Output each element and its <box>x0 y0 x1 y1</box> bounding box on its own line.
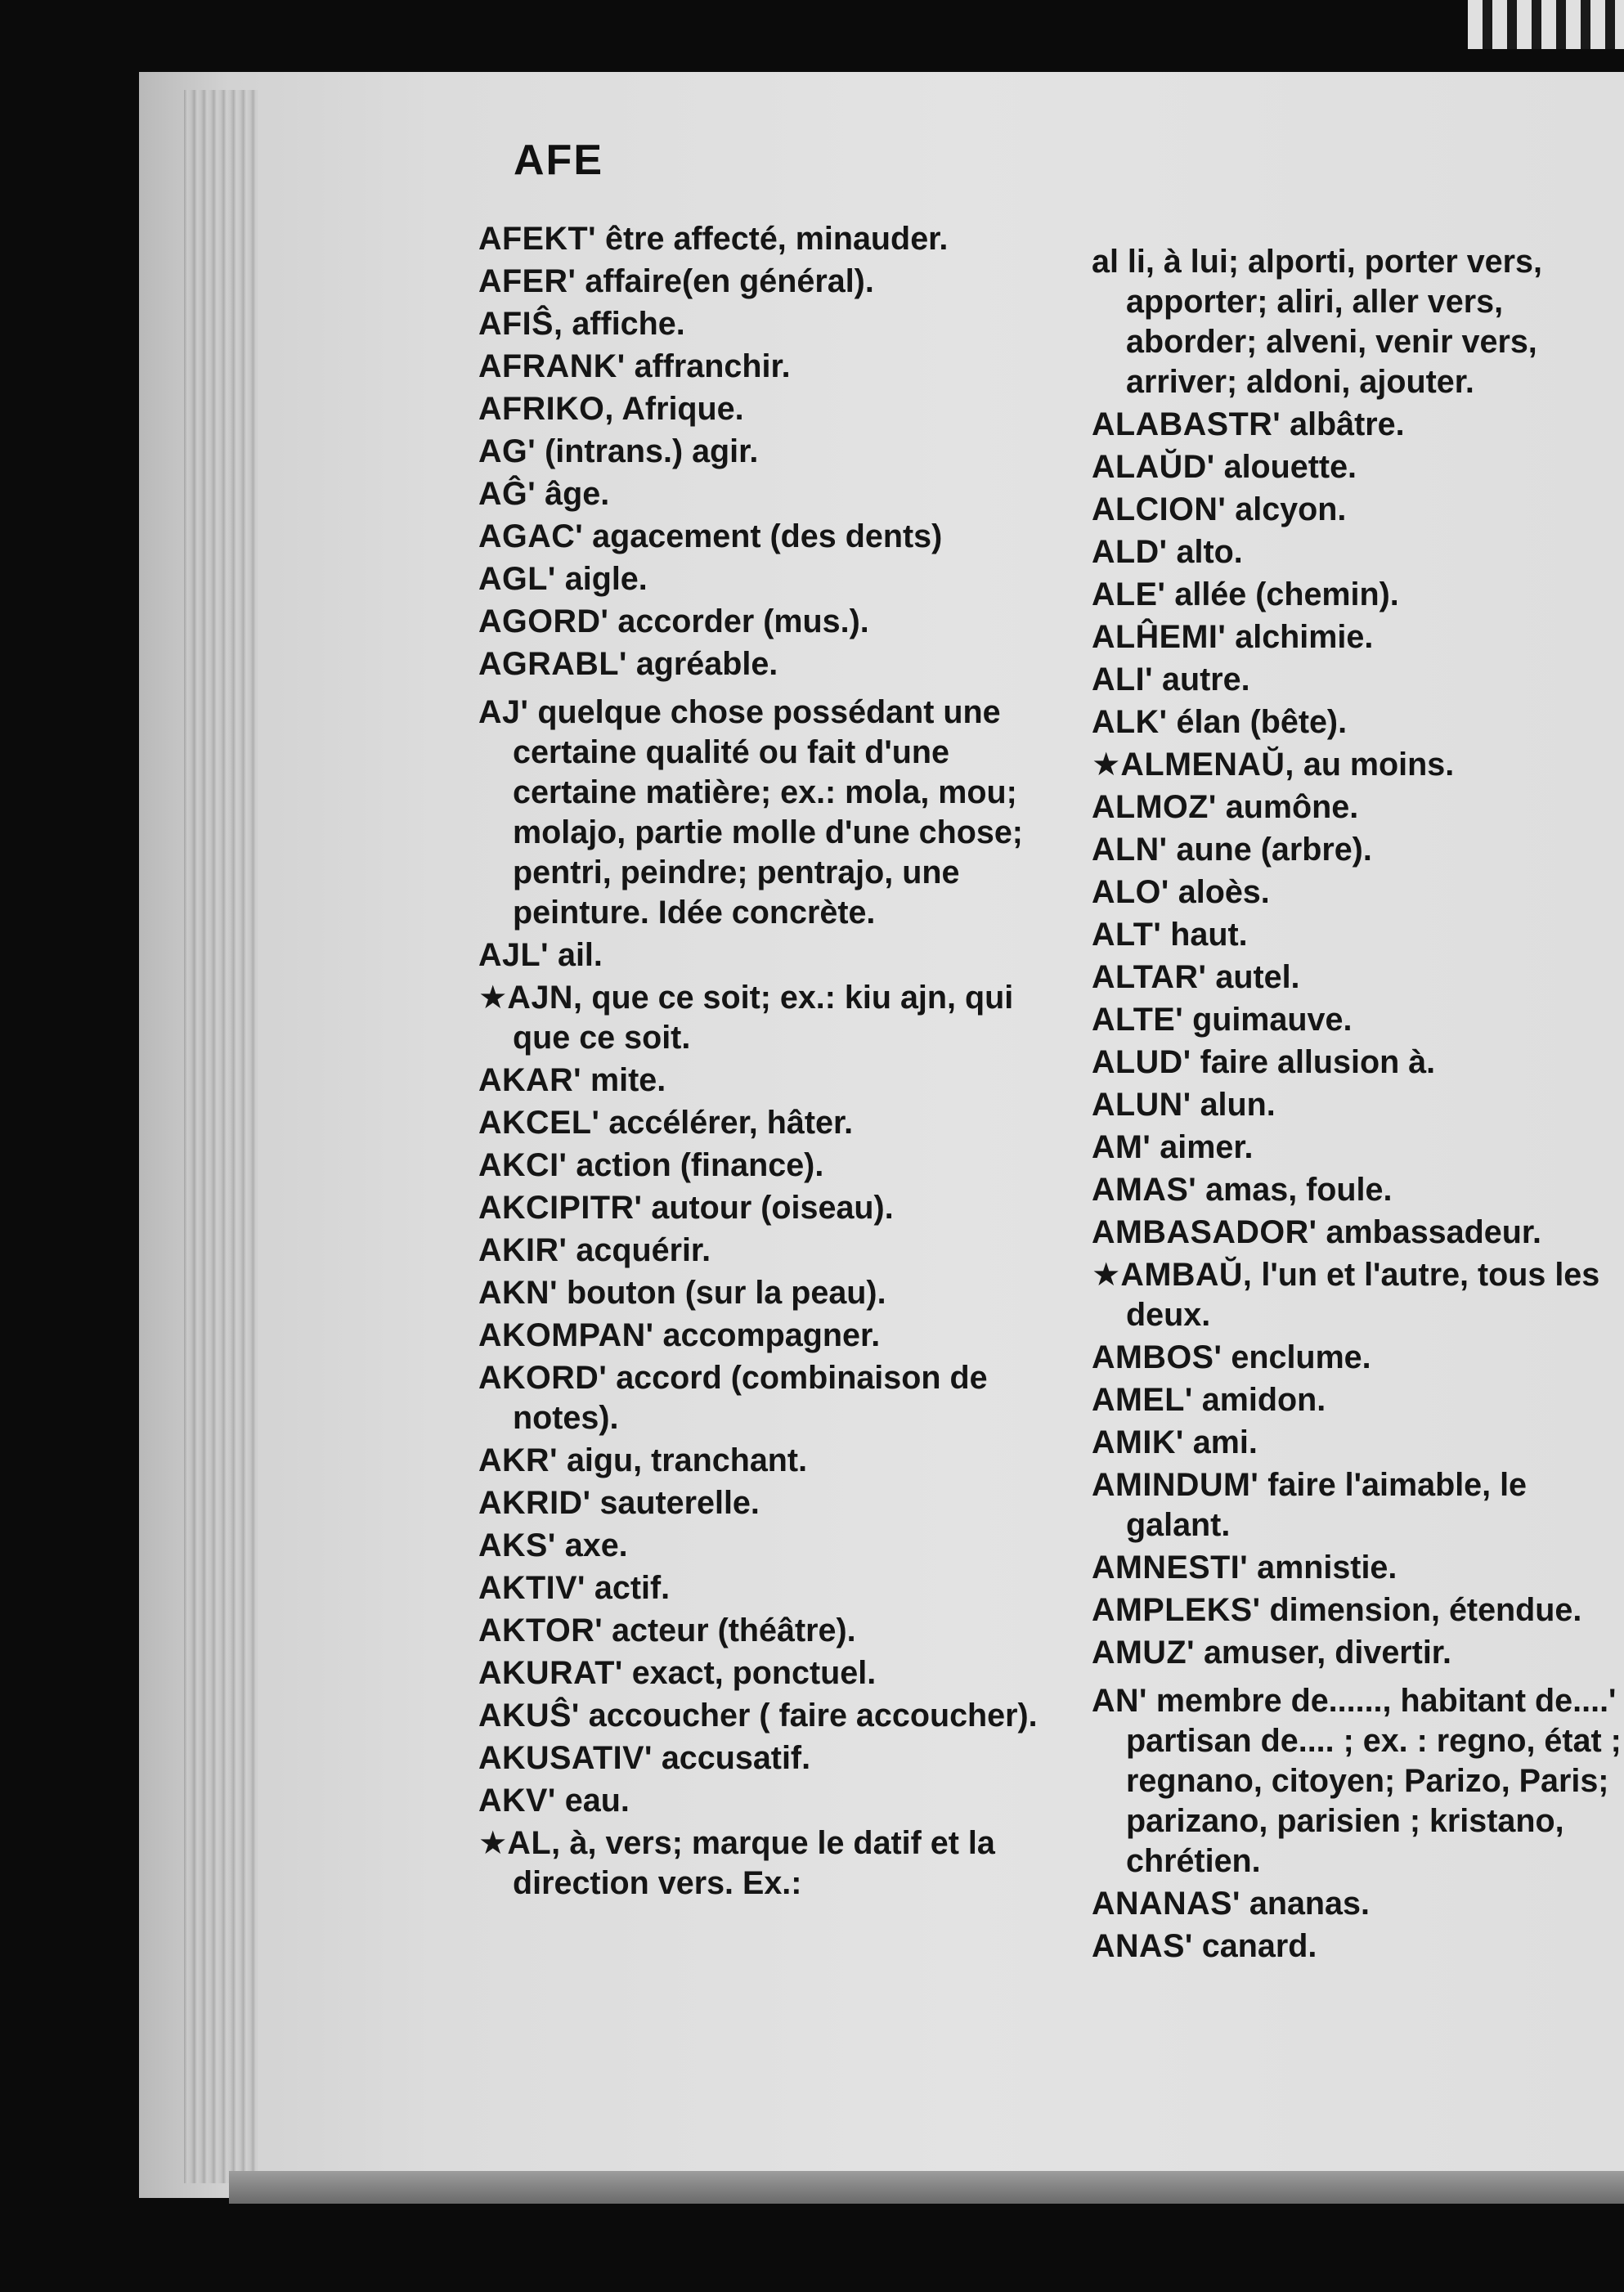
entry-definition: agréable. <box>626 646 778 682</box>
entry-headword: AKORD' <box>478 1360 608 1396</box>
dictionary-entry <box>1092 745 1623 785</box>
dictionary-entry <box>1092 405 1623 445</box>
entry-definition: accélérer, hâter. <box>599 1105 854 1141</box>
entry-headword: ALABASTR' <box>1092 406 1281 442</box>
dictionary-entry <box>478 474 1051 514</box>
dictionary-entry <box>1092 1170 1623 1210</box>
entry-definition: sauterelle. <box>590 1485 760 1521</box>
entry-definition: agacement (des dents) <box>583 518 943 554</box>
entry-definition: eau. <box>555 1783 630 1819</box>
entry-headword: AFIŜ, <box>478 306 563 342</box>
entry-definition: accord (combinaison de notes). <box>513 1360 988 1436</box>
dictionary-entry <box>1092 872 1623 913</box>
entry-definition: aigu, tranchant. <box>557 1442 808 1478</box>
entry-headword: ALUD' <box>1092 1044 1191 1080</box>
dictionary-entry <box>478 1568 1051 1608</box>
entry-headword: AJL' <box>478 937 550 973</box>
entry-headword: AKCI' <box>478 1147 568 1183</box>
entry-definition: au moins. <box>1294 747 1455 783</box>
entry-definition: aigle. <box>555 561 648 597</box>
entry-definition: mite. <box>581 1062 666 1098</box>
dictionary-entry <box>1092 702 1623 742</box>
entry-definition: accusatif. <box>652 1740 811 1776</box>
dictionary-entry <box>478 1188 1051 1228</box>
dictionary-entry <box>1092 1681 1623 1882</box>
entry-definition: ami. <box>1183 1424 1258 1460</box>
dictionary-entry <box>1092 958 1623 998</box>
entry-definition: aune (arbre). <box>1167 832 1372 868</box>
corner-film-edge <box>1468 0 1624 49</box>
entry-definition: l'un et l'autre, tous les deux. <box>1126 1257 1600 1333</box>
star-icon: ★ <box>1092 747 1121 783</box>
entry-definition: accorder (mus.). <box>608 603 869 639</box>
entry-headword: AGORD' <box>478 603 609 639</box>
entry-definition: acquérir. <box>567 1232 711 1268</box>
entry-definition: membre de......, habitant de....' partisan de.... ; ex. : regno, état ; regnano, citoyen; Parizo, Paris; parizano, parisien ; kristano, chrétien. <box>1126 1683 1622 1879</box>
dictionary-entry <box>478 1781 1051 1821</box>
entry-definition: être affecté, minauder. <box>596 221 949 257</box>
entry-headword: ALO' <box>1092 874 1169 910</box>
dictionary-entry <box>478 347 1051 387</box>
dictionary-entry <box>1092 830 1623 870</box>
entry-headword: AKRID' <box>478 1485 591 1521</box>
dictionary-entry <box>478 1526 1051 1566</box>
entry-headword: AMPLEKS' <box>1092 1592 1261 1628</box>
entry-headword: AMIK' <box>1092 1424 1184 1460</box>
page-bottom-shadow <box>229 2171 1624 2204</box>
entry-headword: AKCIPITR' <box>478 1190 643 1226</box>
entry-definition: aimer. <box>1151 1129 1254 1165</box>
entry-headword: AFER' <box>478 263 576 299</box>
entry-headword: AFRANK' <box>478 348 626 384</box>
dictionary-entry <box>478 1653 1051 1693</box>
dictionary-entry <box>478 1611 1051 1651</box>
entry-definition: aumône. <box>1216 789 1359 825</box>
dictionary-entry <box>1092 1128 1623 1168</box>
entry-headword: AGL' <box>478 561 556 597</box>
dictionary-entry <box>1092 1213 1623 1253</box>
entry-headword: ALTE' <box>1092 1002 1184 1038</box>
entry-headword: ANANAS' <box>1092 1886 1240 1922</box>
entry-headword: ALMOZ' <box>1092 789 1217 825</box>
dictionary-entry <box>478 1146 1051 1186</box>
dictionary-entry <box>1092 1884 1623 1924</box>
entry-headword: ALMENAŬ, <box>1120 747 1294 783</box>
entry-definition: faire l'aimable, le galant. <box>1126 1467 1528 1543</box>
entry-headword: AMEL' <box>1092 1382 1193 1418</box>
dictionary-entry <box>1092 1085 1623 1125</box>
entry-headword: ALUN' <box>1092 1087 1191 1123</box>
entry-definition: axe. <box>555 1527 628 1563</box>
dictionary-entry <box>478 935 1051 976</box>
entry-headword: AKTIV' <box>478 1570 585 1606</box>
entry-headword: ALCION' <box>1092 491 1227 527</box>
entry-definition: quelque chose possédant une certaine qualité ou fait d'une certaine matière; ex.: mola, mou; molajo, partie molle d'une chose; pentri, peindre; pentrajo, une peinture. Idée concrète. <box>513 694 1023 931</box>
dictionary-entry <box>1092 1380 1623 1420</box>
dictionary-entry <box>478 1738 1051 1778</box>
entry-definition: alto. <box>1167 534 1243 570</box>
entry-headword: AKR' <box>478 1442 558 1478</box>
entry-definition: ail. <box>549 937 603 973</box>
dictionary-entry <box>478 389 1051 429</box>
entry-headword: AJN, <box>507 980 583 1016</box>
entry-definition: al li, à lui; alporti, porter vers, apporter; aliri, aller vers, aborder; alveni, venir vers, arriver; aldoni, ajouter. <box>1092 244 1542 400</box>
right-column <box>1092 234 1623 1969</box>
entry-headword: AĜ' <box>478 476 536 512</box>
entry-headword: AGAC' <box>478 518 584 554</box>
dictionary-entry <box>478 1823 1051 1904</box>
dictionary-entry <box>1092 575 1623 615</box>
star-icon: ★ <box>478 980 508 1016</box>
entry-headword: AMBOS' <box>1092 1339 1222 1375</box>
star-icon: ★ <box>478 1825 508 1861</box>
entry-definition: amas, foule. <box>1196 1172 1393 1208</box>
dictionary-entry <box>1092 1338 1623 1378</box>
entry-definition: aloès. <box>1169 874 1270 910</box>
entry-headword: AKCEL' <box>478 1105 600 1141</box>
dictionary-entry <box>478 1273 1051 1313</box>
entry-definition: accoucher ( faire accoucher). <box>579 1698 1038 1734</box>
dictionary-entry <box>478 432 1051 472</box>
entry-headword: AFEKT' <box>478 221 597 257</box>
entry-headword: AJ' <box>478 694 529 730</box>
entry-definition: alcyon. <box>1226 491 1347 527</box>
entry-definition: amuser, divertir. <box>1194 1635 1451 1671</box>
dictionary-entry <box>478 1231 1051 1271</box>
dictionary-entry <box>1092 1255 1623 1335</box>
entry-definition: autel. <box>1206 959 1300 995</box>
entry-definition: haut. <box>1161 917 1248 953</box>
entry-definition: affiche. <box>563 306 685 342</box>
dictionary-entry <box>1092 660 1623 700</box>
entry-headword: ALĤEMI' <box>1092 619 1227 655</box>
entry-definition: guimauve. <box>1183 1002 1353 1038</box>
dictionary-entry <box>478 602 1051 642</box>
entry-headword: ALAŬD' <box>1092 449 1215 485</box>
dictionary-entry <box>1092 1465 1623 1545</box>
entry-definition: alun. <box>1191 1087 1276 1123</box>
entry-headword: AKV' <box>478 1783 556 1819</box>
entry-definition: ambassadeur. <box>1317 1214 1541 1250</box>
dictionary-entry <box>478 1358 1051 1438</box>
entry-definition: bouton (sur la peau). <box>557 1275 886 1311</box>
entry-definition: enclume. <box>1222 1339 1371 1375</box>
entry-definition: (intrans.) agir. <box>536 433 759 469</box>
entry-definition: que ce soit; ex.: kiu ajn, qui que ce soit. <box>513 980 1014 1056</box>
dictionary-entry <box>1092 1633 1623 1673</box>
dictionary-entry <box>1092 532 1623 572</box>
entry-headword: ALE' <box>1092 576 1166 612</box>
entry-definition: accompagner. <box>653 1317 881 1353</box>
entry-definition: amnistie. <box>1248 1550 1397 1586</box>
entry-headword: AKAR' <box>478 1062 581 1098</box>
entry-headword: AKOMPAN' <box>478 1317 654 1353</box>
entry-headword: AMBAŬ, <box>1120 1257 1253 1293</box>
dictionary-entry <box>478 1103 1051 1143</box>
dictionary-entry <box>1092 242 1623 402</box>
dictionary-entry <box>478 219 1051 259</box>
dictionary-entry <box>1092 1926 1623 1967</box>
dictionary-entry <box>478 1316 1051 1356</box>
entry-headword: AMINDUM' <box>1092 1467 1259 1503</box>
entry-definition: Afrique. <box>613 391 744 427</box>
entry-headword: AMUZ' <box>1092 1635 1195 1671</box>
entry-headword: AKUSATIV' <box>478 1740 653 1776</box>
dictionary-entry <box>478 1483 1051 1523</box>
entry-headword: ALT' <box>1092 917 1162 953</box>
dictionary-entry <box>1092 447 1623 487</box>
entry-definition: affaire(en général). <box>576 263 874 299</box>
entry-headword: AM' <box>1092 1129 1151 1165</box>
dictionary-entry <box>478 304 1051 344</box>
dictionary-entry <box>478 517 1051 557</box>
entry-headword: ALN' <box>1092 832 1168 868</box>
dictionary-entry <box>478 1441 1051 1481</box>
entry-definition: action (finance). <box>567 1147 824 1183</box>
entry-headword: ALD' <box>1092 534 1168 570</box>
entry-definition: acteur (théâtre). <box>603 1612 856 1648</box>
dictionary-entry <box>478 693 1051 933</box>
dictionary-entry <box>478 644 1051 684</box>
star-icon: ★ <box>1092 1257 1121 1293</box>
entry-definition: ananas. <box>1240 1886 1370 1922</box>
entry-headword: AGRABL' <box>478 646 627 682</box>
entry-definition: élan (bête). <box>1167 704 1348 740</box>
entry-headword: AG' <box>478 433 536 469</box>
entry-definition: alchimie. <box>1226 619 1374 655</box>
entry-definition: canard. <box>1192 1928 1317 1964</box>
dictionary-entry <box>478 978 1051 1058</box>
entry-definition: affranchir. <box>625 348 791 384</box>
dictionary-entry <box>1092 1043 1623 1083</box>
entry-definition: âge. <box>536 476 610 512</box>
dictionary-entry <box>1092 490 1623 530</box>
entry-headword: ANAS' <box>1092 1928 1193 1964</box>
dictionary-entry <box>1092 1000 1623 1040</box>
entry-headword: AN' <box>1092 1683 1147 1719</box>
dictionary-entry <box>1092 617 1623 657</box>
entry-definition: exact, ponctuel. <box>622 1655 877 1691</box>
entry-headword: AMAS' <box>1092 1172 1197 1208</box>
dictionary-entry <box>1092 1548 1623 1588</box>
entry-definition: amidon. <box>1192 1382 1326 1418</box>
entry-definition: autre. <box>1153 662 1250 697</box>
dictionary-entry <box>478 262 1051 302</box>
entry-headword: AMNESTI' <box>1092 1550 1249 1586</box>
entry-headword: AKIR' <box>478 1232 568 1268</box>
entry-headword: AKUŜ' <box>478 1698 580 1734</box>
dictionary-entry <box>1092 787 1623 828</box>
entry-definition: à, vers; marque le datif et la direction vers. Ex.: <box>513 1825 995 1901</box>
dictionary-entry <box>1092 915 1623 955</box>
dictionary-entry <box>1092 1590 1623 1630</box>
dictionary-entry <box>478 559 1051 599</box>
entry-definition: dimension, étendue. <box>1260 1592 1582 1628</box>
dictionary-entry <box>1092 1423 1623 1463</box>
entry-headword: ALTAR' <box>1092 959 1207 995</box>
left-column <box>478 219 1051 1906</box>
page-edges <box>184 90 258 2183</box>
page-header: AFE <box>514 137 603 184</box>
entry-headword: AKTOR' <box>478 1612 603 1648</box>
entry-headword: AMBASADOR' <box>1092 1214 1317 1250</box>
entry-headword: AKS' <box>478 1527 556 1563</box>
entry-headword: ALI' <box>1092 662 1154 697</box>
entry-definition: actif. <box>585 1570 671 1606</box>
entry-definition: faire allusion à. <box>1191 1044 1436 1080</box>
entry-headword: AKN' <box>478 1275 558 1311</box>
entry-headword: AL, <box>507 1825 561 1861</box>
dictionary-entry <box>478 1696 1051 1736</box>
entry-definition: autour (oiseau). <box>642 1190 894 1226</box>
entry-definition: allée (chemin). <box>1165 576 1399 612</box>
entry-headword: AKURAT' <box>478 1655 623 1691</box>
entry-definition: alouette. <box>1214 449 1357 485</box>
entry-definition: albâtre. <box>1281 406 1405 442</box>
entry-headword: AFRIKO, <box>478 391 614 427</box>
entry-headword: ALK' <box>1092 704 1168 740</box>
dictionary-entry <box>478 1061 1051 1101</box>
